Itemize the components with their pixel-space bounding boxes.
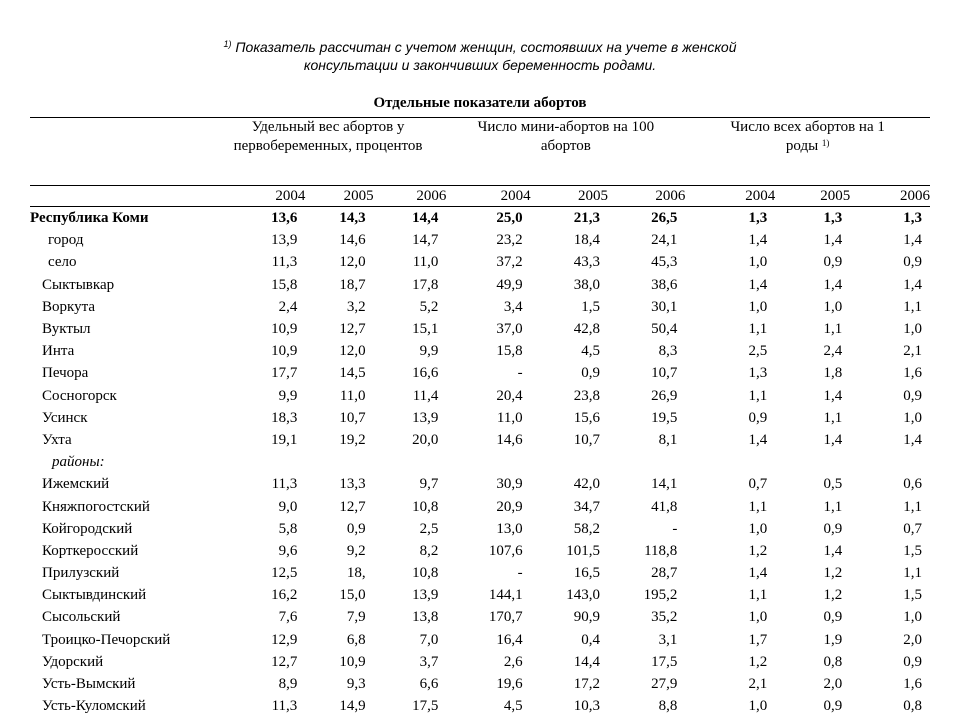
value-cell: - xyxy=(517,365,523,382)
value-cell: 15,0 xyxy=(339,587,366,604)
value-cell: 1,4 xyxy=(823,387,843,404)
year-header-empty xyxy=(30,186,210,207)
row-label: Троицко-Печорский xyxy=(42,631,171,648)
value-cell: 15,1 xyxy=(412,321,439,338)
value-cell: 1,1 xyxy=(903,565,922,582)
group-header-2 xyxy=(446,118,685,186)
value-cell: 27,9 xyxy=(651,676,678,693)
value-cell: 10,8 xyxy=(412,498,439,515)
footnote-marker: 1) xyxy=(223,39,232,49)
value-cell: 1,5 xyxy=(581,298,600,315)
table-body xyxy=(30,207,930,718)
value-cell: 12,0 xyxy=(339,343,366,360)
year-header: 2004 xyxy=(210,186,306,207)
table-title: Отдельные показатели абортов xyxy=(373,95,587,111)
row-label: Воркута xyxy=(42,298,95,315)
value-cell: 13,6 xyxy=(271,210,298,227)
value-cell: 45,3 xyxy=(651,254,678,271)
row-label: Удорский xyxy=(42,653,104,670)
value-cell: 2,1 xyxy=(748,676,768,693)
table-row xyxy=(30,296,930,318)
year-header: 2006 xyxy=(850,186,930,207)
value-cell: 37,2 xyxy=(496,254,523,271)
value-cell: 1,3 xyxy=(748,210,768,227)
value-cell: 1,1 xyxy=(823,321,843,338)
table-row xyxy=(30,540,930,562)
value-cell: 11,0 xyxy=(496,409,523,426)
value-cell xyxy=(446,451,530,473)
row-label: Княжпогостский xyxy=(42,498,150,515)
group-label-3: Число всех абортов на 1 роды xyxy=(730,119,885,154)
row-label: Корткеросский xyxy=(42,542,139,559)
value-cell: 13,8 xyxy=(412,609,439,626)
value-cell: 14,4 xyxy=(573,653,600,670)
value-cell: 28,7 xyxy=(651,565,678,582)
table-row xyxy=(30,407,930,429)
value-cell: 19,1 xyxy=(271,431,298,448)
value-cell: 18,7 xyxy=(339,276,366,293)
year-header: 2005 xyxy=(305,186,373,207)
table-row xyxy=(30,673,930,695)
value-cell: 23,8 xyxy=(573,387,600,404)
value-cell: 20,4 xyxy=(496,387,523,404)
value-cell: 4,5 xyxy=(581,343,600,360)
table-row xyxy=(30,584,930,606)
value-cell: 1,3 xyxy=(903,210,922,227)
table-row xyxy=(30,695,930,717)
value-cell: 11,3 xyxy=(271,476,298,493)
value-cell: 37,0 xyxy=(496,321,523,338)
value-cell: 1,0 xyxy=(748,254,768,271)
value-cell: 14,1 xyxy=(651,476,678,493)
value-cell: - xyxy=(672,520,678,537)
value-cell: 15,8 xyxy=(271,276,298,293)
footnote xyxy=(0,38,960,74)
value-cell: 0,9 xyxy=(346,520,366,537)
value-cell: 26,5 xyxy=(651,210,678,227)
table-row xyxy=(30,629,930,651)
value-cell xyxy=(850,451,930,473)
value-cell: 15,8 xyxy=(496,343,523,360)
value-cell: 0,7 xyxy=(903,520,922,537)
group-label-2: Число мини-абортов на 100 абортов xyxy=(477,119,655,154)
value-cell: 1,4 xyxy=(903,276,922,293)
row-label: Вуктыл xyxy=(42,321,91,338)
value-cell: 10,7 xyxy=(339,409,366,426)
table-row xyxy=(30,518,930,540)
value-cell: 14,5 xyxy=(339,365,366,382)
value-cell: 15,6 xyxy=(573,409,600,426)
value-cell: 10,9 xyxy=(271,343,298,360)
value-cell: 0,8 xyxy=(903,698,922,715)
value-cell: 3,2 xyxy=(346,298,366,315)
table-row xyxy=(30,429,930,451)
value-cell: 2,0 xyxy=(903,631,922,648)
value-cell: 5,8 xyxy=(278,520,298,537)
value-cell: 144,1 xyxy=(488,587,523,604)
value-cell: 1,2 xyxy=(823,587,843,604)
value-cell: 12,7 xyxy=(339,498,366,515)
value-cell: 1,4 xyxy=(748,565,768,582)
value-cell: 14,9 xyxy=(339,698,366,715)
group-3-marker: 1) xyxy=(821,138,830,148)
value-cell: 14,7 xyxy=(412,232,439,249)
value-cell: 43,3 xyxy=(573,254,600,271)
value-cell: 0,9 xyxy=(581,365,600,382)
table-row xyxy=(30,495,930,517)
value-cell: 19,6 xyxy=(496,676,523,693)
value-cell: 9,0 xyxy=(278,498,298,515)
row-label: Сосногорск xyxy=(42,387,117,404)
value-cell: 8,2 xyxy=(419,542,439,559)
table-row xyxy=(30,318,930,340)
row-label: Прилузский xyxy=(42,565,120,582)
value-cell: - xyxy=(517,565,523,582)
value-cell: 1,1 xyxy=(823,409,843,426)
value-cell: 1,1 xyxy=(748,387,768,404)
row-label: Койгородский xyxy=(42,520,133,537)
value-cell: 17,8 xyxy=(412,276,439,293)
value-cell xyxy=(374,451,447,473)
value-cell: 14,4 xyxy=(412,210,439,227)
table-row xyxy=(30,251,930,273)
value-cell: 1,0 xyxy=(748,298,768,315)
value-cell: 1,8 xyxy=(823,365,843,382)
value-cell: 1,1 xyxy=(903,298,922,315)
value-cell: 1,0 xyxy=(748,609,768,626)
value-cell: 20,9 xyxy=(496,498,523,515)
value-cell: 8,8 xyxy=(658,698,678,715)
table-row xyxy=(30,385,930,407)
value-cell: 11,4 xyxy=(412,387,439,404)
year-header: 2005 xyxy=(531,186,608,207)
value-cell: 7,9 xyxy=(346,609,366,626)
group-header-row xyxy=(30,118,930,186)
value-cell xyxy=(608,451,685,473)
value-cell xyxy=(305,451,373,473)
value-cell: 118,8 xyxy=(644,542,678,559)
table-row xyxy=(30,229,930,251)
value-cell: 11,3 xyxy=(271,254,298,271)
footnote-line-1 xyxy=(0,38,960,56)
value-cell: 17,5 xyxy=(412,698,439,715)
value-cell: 49,9 xyxy=(496,276,523,293)
value-cell: 17,2 xyxy=(573,676,600,693)
value-cell: 1,0 xyxy=(903,609,922,626)
value-cell: 2,1 xyxy=(903,343,922,360)
row-label: районы: xyxy=(52,454,105,471)
row-label: Ухта xyxy=(42,431,72,448)
value-cell: 9,3 xyxy=(346,676,366,693)
value-cell: 3,1 xyxy=(658,631,678,648)
value-cell: 41,8 xyxy=(651,498,678,515)
row-label: Печора xyxy=(42,365,89,382)
value-cell: 0,4 xyxy=(581,631,600,648)
value-cell: 16,5 xyxy=(573,565,600,582)
value-cell: 1,0 xyxy=(903,409,922,426)
value-cell: 13,0 xyxy=(496,520,523,537)
value-cell: 0,5 xyxy=(823,476,843,493)
value-cell: 107,6 xyxy=(488,542,523,559)
value-cell: 3,4 xyxy=(503,298,523,315)
value-cell: 1,5 xyxy=(903,587,922,604)
row-label: Усть-Куломский xyxy=(42,698,146,715)
value-cell: 38,6 xyxy=(651,276,678,293)
value-cell: 17,7 xyxy=(271,365,298,382)
group-header-3 xyxy=(685,118,930,186)
table-row xyxy=(30,606,930,628)
value-cell: 9,7 xyxy=(419,476,439,493)
value-cell: 10,3 xyxy=(573,698,600,715)
value-cell: 1,4 xyxy=(903,232,922,249)
value-cell: 0,8 xyxy=(823,653,843,670)
value-cell xyxy=(210,451,306,473)
value-cell: 25,0 xyxy=(496,210,523,227)
abortion-indicators-table xyxy=(30,117,930,717)
value-cell: 16,2 xyxy=(271,587,298,604)
value-cell: 13,3 xyxy=(339,476,366,493)
value-cell: 18, xyxy=(346,565,366,582)
value-cell: 50,4 xyxy=(651,321,678,338)
table-row xyxy=(30,473,930,495)
value-cell: 10,8 xyxy=(412,565,439,582)
year-header: 2005 xyxy=(775,186,850,207)
row-label: Республика Коми xyxy=(30,210,149,227)
value-cell: 1,5 xyxy=(903,542,922,559)
value-cell: 1,1 xyxy=(903,498,922,515)
value-cell: 18,3 xyxy=(271,409,298,426)
value-cell: 7,6 xyxy=(278,609,298,626)
value-cell: 90,9 xyxy=(573,609,600,626)
value-cell: 12,7 xyxy=(271,653,298,670)
row-label: Усинск xyxy=(42,409,88,426)
value-cell: 7,0 xyxy=(419,631,439,648)
value-cell: 1,3 xyxy=(748,365,768,382)
value-cell: 11,0 xyxy=(339,387,366,404)
value-cell: 1,4 xyxy=(823,431,843,448)
value-cell: 9,9 xyxy=(278,387,298,404)
value-cell: 1,3 xyxy=(823,210,843,227)
value-cell: 8,3 xyxy=(658,343,678,360)
year-header: 2004 xyxy=(446,186,530,207)
value-cell: 1,1 xyxy=(748,587,768,604)
value-cell: 0,6 xyxy=(903,476,922,493)
row-label: Ижемский xyxy=(42,476,110,493)
value-cell: 0,9 xyxy=(823,698,843,715)
year-header-row xyxy=(30,186,930,207)
value-cell: 18,4 xyxy=(573,232,600,249)
value-cell: 1,1 xyxy=(748,498,768,515)
value-cell: 14,6 xyxy=(496,431,523,448)
value-cell: 1,4 xyxy=(748,276,768,293)
value-cell: 1,4 xyxy=(823,542,843,559)
value-cell: 2,5 xyxy=(748,343,768,360)
value-cell: 1,2 xyxy=(748,653,768,670)
group-header-1 xyxy=(210,118,447,186)
value-cell: 1,4 xyxy=(748,232,768,249)
table-row xyxy=(30,340,930,362)
footnote-line-2: консультации и закончивших беременность родами. xyxy=(303,57,657,73)
row-label: село xyxy=(48,254,77,271)
table-row xyxy=(30,274,930,296)
value-cell: 12,9 xyxy=(271,631,298,648)
value-cell: 16,6 xyxy=(412,365,439,382)
value-cell: 58,2 xyxy=(573,520,600,537)
value-cell: 2,5 xyxy=(419,520,439,537)
value-cell: 101,5 xyxy=(566,542,600,559)
value-cell: 42,8 xyxy=(573,321,600,338)
value-cell: 20,0 xyxy=(412,431,439,448)
value-cell: 10,7 xyxy=(651,365,678,382)
value-cell: 0,9 xyxy=(903,387,922,404)
value-cell: 1,4 xyxy=(823,232,843,249)
value-cell: 23,2 xyxy=(496,232,523,249)
value-cell xyxy=(685,451,775,473)
value-cell: 13,9 xyxy=(412,587,439,604)
value-cell: 0,9 xyxy=(823,609,843,626)
value-cell: 9,2 xyxy=(346,542,366,559)
value-cell: 1,0 xyxy=(903,321,922,338)
value-cell: 1,0 xyxy=(748,698,768,715)
value-cell: 0,7 xyxy=(748,476,768,493)
value-cell: 1,2 xyxy=(823,565,843,582)
value-cell: 30,1 xyxy=(651,298,678,315)
value-cell: 170,7 xyxy=(488,609,523,626)
value-cell: 9,6 xyxy=(278,542,298,559)
value-cell: 143,0 xyxy=(566,587,600,604)
value-cell: 1,1 xyxy=(748,321,768,338)
value-cell: 35,2 xyxy=(651,609,678,626)
value-cell: 9,9 xyxy=(419,343,439,360)
value-cell: 0,9 xyxy=(748,409,768,426)
value-cell: 5,2 xyxy=(419,298,439,315)
value-cell: 21,3 xyxy=(573,210,600,227)
value-cell: 1,4 xyxy=(823,276,843,293)
row-label: Сыктывдинский xyxy=(42,587,147,604)
value-cell: 34,7 xyxy=(573,498,600,515)
value-cell: 2,4 xyxy=(823,343,843,360)
group-label-1: Удельный вес абортов у первобеременных, процентов xyxy=(233,119,423,154)
value-cell: 0,9 xyxy=(823,254,843,271)
row-label: Сыктывкар xyxy=(42,276,115,293)
table-row xyxy=(30,207,930,230)
value-cell: 2,0 xyxy=(823,676,843,693)
table-row xyxy=(30,451,930,473)
value-cell: 30,9 xyxy=(496,476,523,493)
row-label-header xyxy=(30,118,210,186)
value-cell: 1,1 xyxy=(823,498,843,515)
value-cell: 16,4 xyxy=(496,631,523,648)
value-cell: 195,2 xyxy=(643,587,678,604)
row-label: Усть-Вымский xyxy=(42,676,136,693)
value-cell: 14,6 xyxy=(339,232,366,249)
value-cell: 0,9 xyxy=(823,520,843,537)
value-cell: 8,1 xyxy=(658,431,678,448)
value-cell: 38,0 xyxy=(573,276,600,293)
value-cell: 12,5 xyxy=(271,565,298,582)
value-cell: 10,9 xyxy=(339,653,366,670)
value-cell: 1,4 xyxy=(748,431,768,448)
value-cell: 1,0 xyxy=(823,298,843,315)
value-cell: 4,5 xyxy=(503,698,523,715)
table-row xyxy=(30,651,930,673)
value-cell: 1,6 xyxy=(903,676,922,693)
value-cell: 10,7 xyxy=(573,431,600,448)
row-label: город xyxy=(48,232,84,249)
year-header: 2006 xyxy=(608,186,685,207)
table-row xyxy=(30,362,930,384)
value-cell: 19,5 xyxy=(651,409,678,426)
value-cell: 19,2 xyxy=(339,431,366,448)
value-cell: 2,6 xyxy=(503,653,523,670)
row-label: Инта xyxy=(42,343,75,360)
value-cell: 42,0 xyxy=(573,476,600,493)
value-cell: 1,7 xyxy=(748,631,768,648)
value-cell: 6,6 xyxy=(419,676,439,693)
row-label: Сысольский xyxy=(42,609,121,626)
value-cell: 1,6 xyxy=(903,365,922,382)
value-cell: 8,9 xyxy=(278,676,298,693)
value-cell: 1,4 xyxy=(903,431,922,448)
value-cell: 2,4 xyxy=(278,298,298,315)
value-cell: 13,9 xyxy=(412,409,439,426)
value-cell: 0,9 xyxy=(903,254,922,271)
value-cell xyxy=(775,451,850,473)
value-cell: 3,7 xyxy=(419,653,439,670)
value-cell: 10,9 xyxy=(271,321,298,338)
value-cell: 0,9 xyxy=(903,653,922,670)
table-row xyxy=(30,562,930,584)
year-header: 2004 xyxy=(685,186,775,207)
value-cell: 1,9 xyxy=(823,631,843,648)
value-cell: 24,1 xyxy=(651,232,678,249)
value-cell: 1,2 xyxy=(748,542,768,559)
value-cell xyxy=(531,451,608,473)
value-cell: 26,9 xyxy=(651,387,678,404)
year-header: 2006 xyxy=(374,186,447,207)
value-cell: 13,9 xyxy=(271,232,298,249)
value-cell: 1,0 xyxy=(748,520,768,537)
footnote-text-1: Показатель рассчитан с учетом женщин, состоявших на учете в женской xyxy=(235,39,737,55)
value-cell: 17,5 xyxy=(651,653,678,670)
value-cell: 11,3 xyxy=(271,698,298,715)
value-cell: 12,0 xyxy=(339,254,366,271)
value-cell: 6,8 xyxy=(346,631,366,648)
value-cell: 14,3 xyxy=(339,210,366,227)
value-cell: 11,0 xyxy=(412,254,439,271)
value-cell: 12,7 xyxy=(339,321,366,338)
